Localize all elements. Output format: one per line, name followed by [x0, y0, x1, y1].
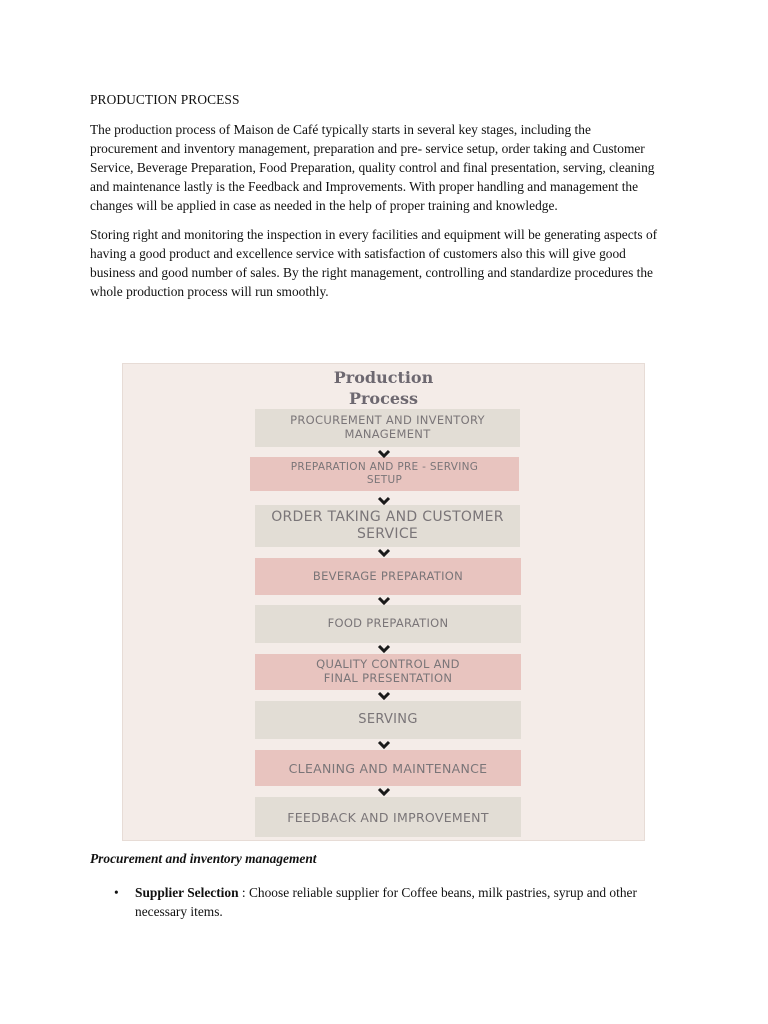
paragraph-line: The production process of Maison de Café typically starts in several key stages, including the — [90, 122, 591, 137]
paragraph-line: changes will be applied in case as needed in the help of proper training and knowledge. — [90, 198, 558, 213]
step-label: FOOD PREPARATION — [327, 616, 449, 631]
step-label: BEVERAGE PREPARATION — [312, 568, 464, 583]
step-cleaning — [255, 750, 521, 786]
bullet-term: Supplier Selection — [135, 885, 239, 900]
production-process-diagram — [122, 363, 645, 841]
step-label: CLEANING AND MAINTENANCE — [288, 760, 488, 776]
step-label: ORDER TAKING AND CUSTOMER — [271, 509, 504, 526]
step-beverage-preparation — [255, 558, 521, 595]
second-paragraph — [90, 225, 690, 301]
step-label: FINAL PRESENTATION — [323, 671, 453, 685]
paragraph-line: business and good number of sales. By the right management, controlling and standardize procedures the — [90, 265, 654, 280]
step-order-taking — [255, 505, 520, 547]
step-label: QUALITY CONTROL AND — [316, 657, 460, 672]
chevron-down-icon — [377, 740, 391, 750]
paragraph-line: having a good product and excellence service with satisfaction of customers also this will give good — [90, 246, 626, 261]
chevron-down-icon — [377, 787, 391, 797]
bullet-icon: • — [114, 885, 119, 900]
chevron-down-icon — [377, 548, 391, 558]
chevron-down-icon — [377, 691, 391, 701]
step-label: SERVICE — [356, 526, 419, 542]
chevron-down-icon — [377, 596, 391, 606]
paragraph-line: and maintenance lastly is the Feedback and Improvements. With proper handling and management the — [90, 179, 639, 194]
step-label: MANAGEMENT — [344, 427, 431, 441]
step-label: SERVING — [358, 712, 418, 728]
chevron-down-icon — [377, 644, 391, 654]
bullet-line — [135, 883, 675, 902]
step-label: PROCUREMENT AND INVENTORY — [290, 413, 485, 428]
paragraph-line: procurement and inventory management, preparation and pre- service setup, order taking and Customer — [90, 141, 645, 156]
diagram-title-line1: Production — [333, 368, 434, 387]
diagram-title-line2: Process — [348, 389, 419, 408]
paragraph-line: Service, Beverage Preparation, Food Preparation, quality control and final presentation, serving, cleaning — [90, 160, 655, 175]
step-preparation-setup — [250, 457, 519, 491]
bullet-line: necessary items. — [135, 904, 223, 919]
chevron-down-icon — [377, 496, 391, 506]
intro-paragraph — [90, 120, 690, 215]
paragraph-line: Storing right and monitoring the inspection in every facilities and equipment will be generating aspects of — [90, 227, 658, 242]
step-label: SETUP — [366, 474, 403, 486]
bullet-text: : Choose reliable supplier for Coffee beans, milk pastries, syrup and other — [238, 885, 637, 900]
step-feedback — [255, 797, 521, 837]
step-serving — [255, 701, 521, 739]
step-quality-control — [255, 654, 521, 690]
bullet-item-supplier-selection — [135, 883, 675, 921]
chevron-down-icon — [377, 449, 391, 459]
step-procurement — [255, 409, 520, 447]
step-label: FEEDBACK AND IMPROVEMENT — [287, 809, 489, 825]
paragraph-line: whole production process will run smoothly. — [90, 284, 329, 299]
page-heading: PRODUCTION PROCESS — [90, 92, 240, 107]
section-subheading: Procurement and inventory management — [90, 851, 317, 866]
step-label: PREPARATION AND PRE - SERVING — [290, 461, 479, 474]
step-food-preparation — [255, 605, 521, 643]
